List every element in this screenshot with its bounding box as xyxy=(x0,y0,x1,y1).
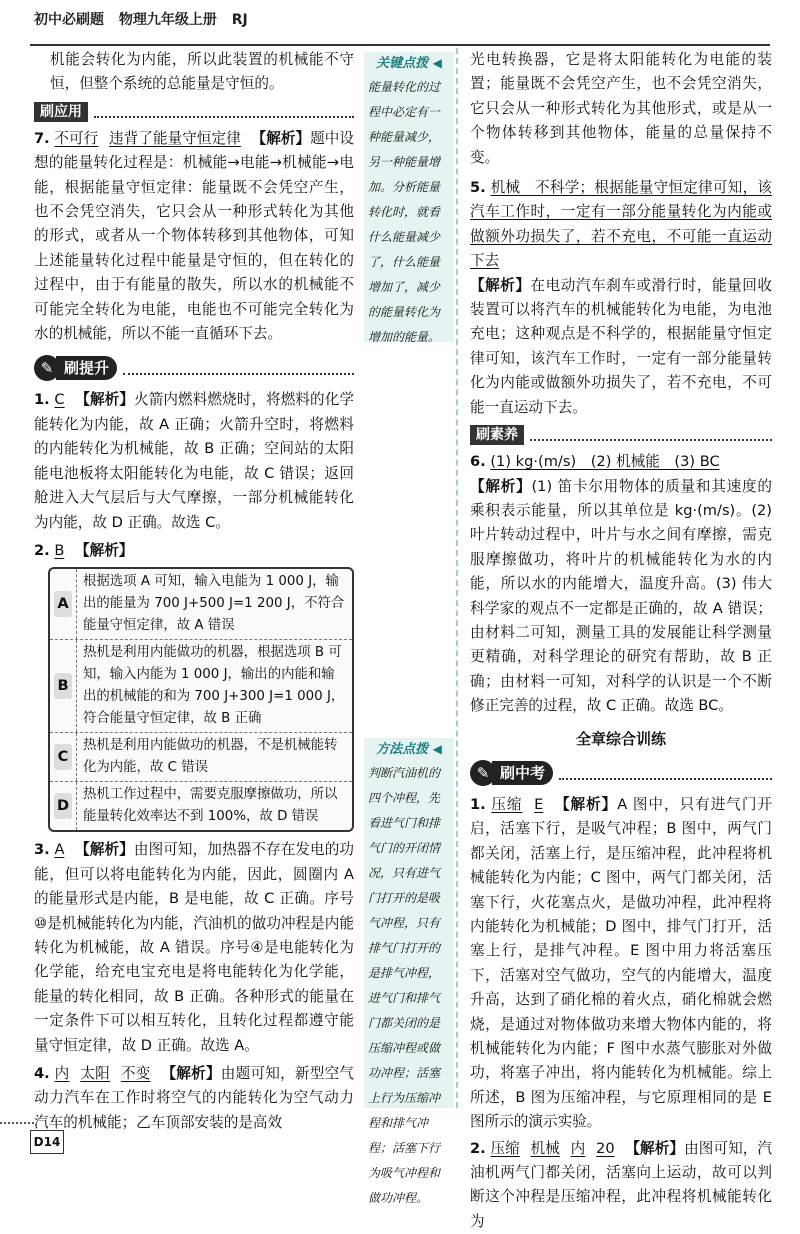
answer: 违背了能量守恒定律 xyxy=(109,129,241,147)
option-text: 热机是利用内能做功的机器，不是机械能转化为内能，故 C 错误 xyxy=(83,738,338,776)
analysis-tag: 【解析】 xyxy=(251,129,311,147)
key-tip-body: 能量转化的过程中必定有一种能量减少，另一种能量增加。分析能量转化时，就看什么能量减少了，什么能量增加了，减少的能量转化为增加的能量。 xyxy=(368,80,441,344)
answer: A xyxy=(54,841,65,859)
method-tip-title xyxy=(364,738,454,761)
option-row xyxy=(50,639,352,732)
option-row xyxy=(50,781,352,830)
answer: E xyxy=(534,795,544,813)
brush-icon: ✎ xyxy=(470,760,496,786)
left-column xyxy=(34,48,354,1135)
analysis-text: 在电动汽车刹车或滑行时，能量回收装置可以将汽车的机械能转化为电能，为电池充电；这种观点是不科学的，根据能量守恒定律可知，该汽车工作时，一定有一部分能量转化为内能或做额外功损失了，若不充电，不可能一直运动下去。 xyxy=(470,276,772,416)
key-tip-box xyxy=(364,52,454,342)
question-number: 1. xyxy=(34,391,50,409)
brush-up-label: 刷提升 xyxy=(56,356,117,380)
header-rule xyxy=(30,44,770,46)
method-tip-box xyxy=(364,738,454,1205)
band-apply xyxy=(34,101,354,123)
brush-exam-header xyxy=(470,759,772,787)
option-letter: B xyxy=(54,673,72,699)
brush-icon: ✎ xyxy=(34,355,60,381)
option-letter: A xyxy=(54,591,72,617)
analysis-tag: 【解析】 xyxy=(75,391,135,409)
answer: 不可行 xyxy=(54,129,99,147)
header-edition: RJ xyxy=(231,12,248,28)
analysis-tag: 【解析】 xyxy=(161,1064,221,1082)
key-tip-title-text: 关键点拨 xyxy=(376,56,429,71)
tips-divider xyxy=(456,48,458,1108)
option-text: 热机是利用内能做功的机器，根据选项 B 可知，输入内能为 1 000 J，输出的内能和输出的机械能的和为 700 J+300 J=1 000 J，符合能量守恒定律，故 B 正确 xyxy=(83,645,345,727)
analysis-tag: 【解析】 xyxy=(625,1139,685,1157)
question-6 xyxy=(470,450,772,474)
question-2 xyxy=(34,539,354,563)
answer: 不变 xyxy=(120,1064,151,1082)
question-number: 5. xyxy=(470,179,486,197)
answer: (1) kg·(m/s) (2) 机械能 (3) BC xyxy=(490,453,720,471)
option-analysis-table xyxy=(48,567,354,832)
analysis-text: 题中设想的能量转化过程是：机械能→电能→机械能→电能，根据能量守恒定律：能量既不会凭空产生，也不会凭空消失，它只会从一种形式转化为其他的形式，或者从一个物体转移到其他物体，可知上述能量转化过程中能量是守恒的，但在转化的过程中，由于有能量的散失，所以水的机械能不可能完全转化为电能，电能也不可能完全转化为水的机械能，所以不能一直循环下去。 xyxy=(34,129,355,343)
analysis-tag: 【解析】 xyxy=(470,477,532,495)
page-header xyxy=(34,8,258,32)
question-4 xyxy=(34,1062,354,1135)
analysis-text: A 图中，只有进气门开启，活塞下行，是吸气冲程；B 图中，两气门都关闭，活塞上行，是压缩冲程，此冲程将机械能转化为内能；C 图中，两气门都关闭，活塞下行，火花塞点火，是做功冲程，此冲程将内能转化为机械能；D 图中，排气门打开，活塞上行，是排气冲程。E 图中用力将活塞压下，活塞对空气做功，空气的内能增大，温度升高，达到了硝化棉的着火点，硝化棉就会燃烧，是通过对物体做功来增大物体内能的，将机械能转化为内能；F 图中水蒸气膨胀对外做功，将塞子冲出，将内能转化为机械能。综上所述，B 图为压缩冲程，与它原理相同的是 E 图所示的演示实验。 xyxy=(470,795,773,1131)
band-apply-label: 刷应用 xyxy=(34,102,88,122)
answer: C xyxy=(54,391,65,409)
analysis-text: 由图可知，加热器不存在发电的功能，但可以将电能转化为内能，因此，圆圈内 A 的能量形式是内能，B 是电能，故 C 正确。序号⑩是机械能转化为内能，汽油机的做功冲程是内能转化为机械能，故 A 错误。序号④是电能转化为化学能，给充电宝充电是将电能转化为化学能，能量的转化相同，故 B 正确。各种形式的能量在一定条件下可以相互转化，且转化过程都遵守能量守恒定律，故 D 正确。故选 A。 xyxy=(34,841,355,1054)
answer: 太阳 xyxy=(80,1064,110,1082)
answer: B xyxy=(54,541,65,559)
option-text: 热机工作过程中，需要克服摩擦做功，所以能量转化效率达不到 100%，故 D 错误 xyxy=(83,787,338,825)
question-number: 1. xyxy=(470,795,486,813)
band-literacy-label: 刷素养 xyxy=(470,425,524,445)
option-letter: C xyxy=(54,744,72,770)
band-literacy xyxy=(470,424,772,446)
method-tip-body: 判断汽油机的四个冲程，先看进气门和排气门的开闭情况，只有进气门打开的是吸气冲程，只有排气门打开的是排气冲程，进气门和排气门都关闭的是压缩冲程或做功冲程；活塞上行为压缩冲程和排气冲程；活塞下行为吸气冲程和做功冲程。 xyxy=(368,766,441,1205)
footer-divider xyxy=(0,1122,34,1124)
question-number: 2. xyxy=(34,541,50,559)
option-text: 根据选项 A 可知，输入电能为 1 000 J，输出的能量为 700 J+500 J=1 200 J，不符合能量守恒定律，故 A 错误 xyxy=(83,574,345,634)
question-6-analysis xyxy=(470,475,772,719)
question-number: 2. xyxy=(470,1139,486,1157)
section-title: 全章综合训练 xyxy=(575,729,666,748)
analysis-tag: 【解析】 xyxy=(554,795,618,813)
analysis-text: (1) 笛卡尔用物体的质量和其速度的乘积表示能量，所以其单位是 kg·(m/s)。(2) 叶片转动过程中，叶片与水之间有摩擦，需克服摩擦做功，将叶片的机械能转化为水的内能，所以水的内能增大，温度升高。(3) 伟大科学家的观点不一定都是正确的，故 A 错误；由材料二可知，测量工具的发展能让科学测量更精确，对科学理论的研究有帮助，故 B 正确；由材料一可知，对科学的认识是一个不断修正完善的过程，故 C 正确。故选 BC。 xyxy=(470,477,772,715)
header-subject: 物理九年级上册 xyxy=(118,12,217,28)
brush-up-header xyxy=(34,354,354,382)
answer: 机械 不科学；根据能量守恒定律可知，该汽车工作时，一定有一部分能量转化为内能或做额外功损失了，若不充电，不可能一直运动下去 xyxy=(470,179,772,270)
analysis-text: 由题可知，新型空气动力汽车在工作时将空气的内能转化为空气动力汽车的机械能；乙车顶部安装的是高效 xyxy=(34,1064,355,1131)
question-5 xyxy=(470,176,772,274)
answer: 20 xyxy=(596,1139,615,1157)
question-3 xyxy=(34,838,354,1058)
question-1 xyxy=(34,388,354,534)
header-book: 初中必刷题 xyxy=(34,12,104,28)
brush-divider xyxy=(123,361,354,375)
answer: 内 xyxy=(54,1064,70,1082)
analysis-text: 火箭内燃料燃烧时，将燃料的化学能转化为内能，故 A 正确；火箭升空时，将燃料的内能转化为机械能，故 B 正确；空间站的太阳能电池板将太阳能转化为电能，故 C 错误；返回舱进入大气层后与大气摩擦，一部分机械能转化为内能，故 D 正确。故选 C。 xyxy=(34,391,354,531)
method-tip-title-text: 方法点拨 xyxy=(376,742,429,757)
answer: 压缩 xyxy=(491,795,523,813)
answer: 机械 xyxy=(530,1139,560,1157)
question-number: 3. xyxy=(34,841,50,859)
question-7 xyxy=(34,127,354,347)
option-letter: D xyxy=(54,793,72,819)
band-divider xyxy=(530,429,772,441)
key-tip-title xyxy=(364,52,454,75)
option-row xyxy=(50,732,352,781)
analysis-tag: 【解析】 xyxy=(75,841,134,859)
question-5-analysis xyxy=(470,274,772,420)
option-row xyxy=(50,569,352,639)
right-intro: 光电转换器，它是将太阳能转化为电能的装置；能量既不会凭空产生，也不会凭空消失，它只会从一种形式转化为其他形式，或是从一个物体转移到其他物体，能量的总量保持不变。 xyxy=(470,51,772,166)
flag-icon: ◀ xyxy=(432,56,442,70)
brush-divider xyxy=(559,766,772,780)
page-number: D14 xyxy=(30,1130,64,1154)
answer: 压缩 xyxy=(490,1139,520,1157)
band-divider xyxy=(94,106,354,118)
exam-question-2 xyxy=(470,1137,772,1234)
flag-icon: ◀ xyxy=(432,742,442,756)
question-number: 6. xyxy=(470,453,486,471)
analysis-text: 由图可知，汽油机两气门都关闭，活塞向上运动，故可以判断这个冲程是压缩冲程，此冲程将机械能转化为 xyxy=(470,1139,773,1230)
question-number: 7. xyxy=(34,129,50,147)
left-intro: 机能会转化为内能，所以此装置的机械能不守恒，但整个系统的总能量是守恒的。 xyxy=(50,51,354,93)
right-column xyxy=(470,48,772,1234)
question-number: 4. xyxy=(34,1064,50,1082)
exam-question-1 xyxy=(470,793,772,1135)
answer: 内 xyxy=(570,1139,586,1157)
analysis-tag: 【解析】 xyxy=(75,541,134,559)
brush-exam-label: 刷中考 xyxy=(492,761,553,785)
analysis-tag: 【解析】 xyxy=(470,276,531,294)
